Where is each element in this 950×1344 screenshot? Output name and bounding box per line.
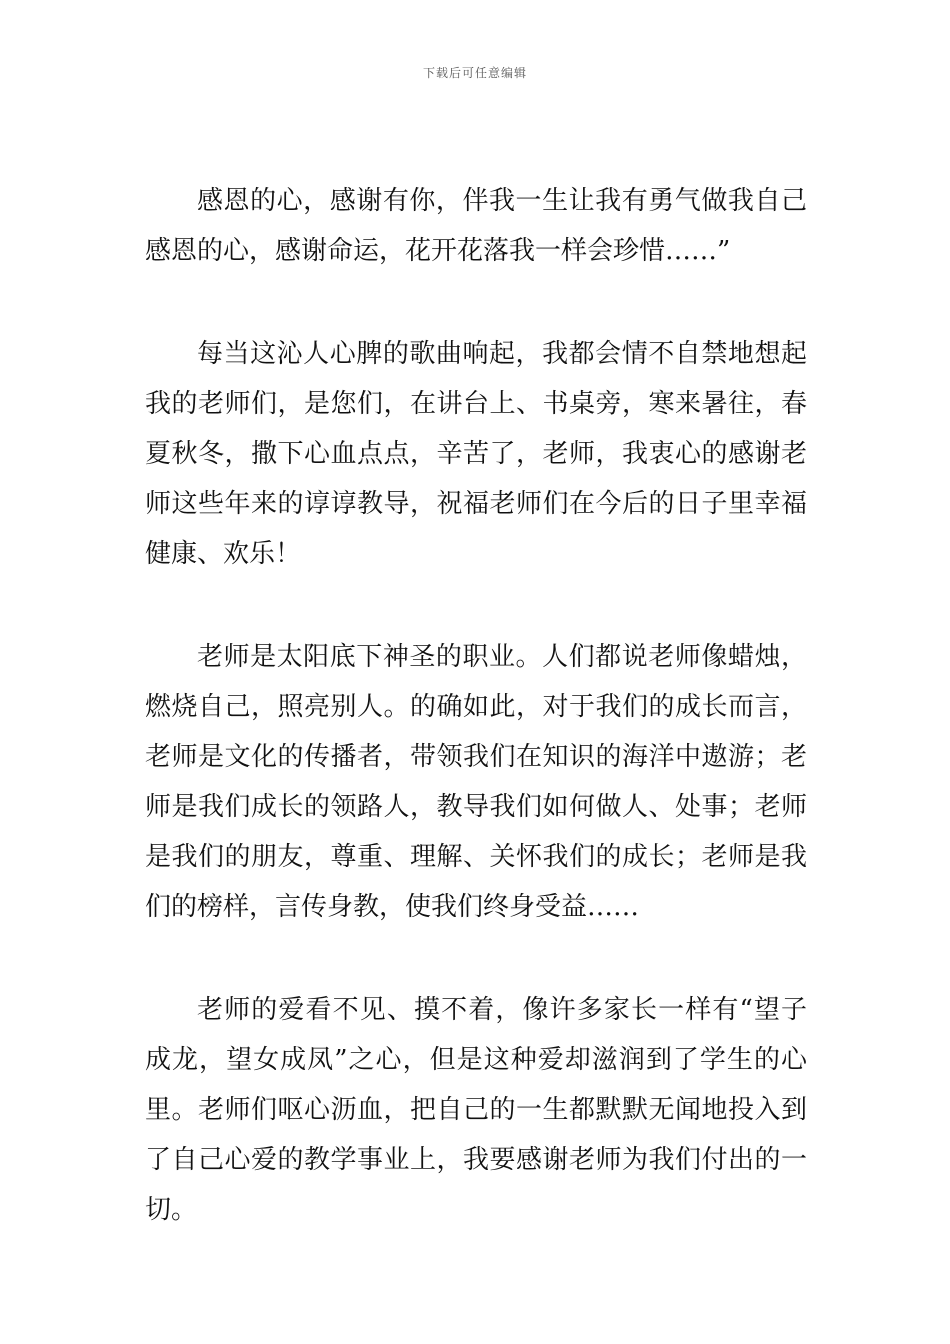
paragraph-4: 老师的爱看不见、摸不着，像许多家长一样有“望子成龙，望女成凤”之心，但是这种爱却滋润到了学生的心里。老师们呕心沥血，把自己的一生都默默无闻地投入到了自己心爱的教学事业上，我要感谢老师为我们付出的一切。 (145, 995, 807, 1225)
page-header: 下载后可任意编辑 (422, 66, 527, 80)
document-body (145, 176, 807, 1288)
paragraph-3: 老师是太阳底下神圣的职业。人们都说老师像蜡烛，燃烧自己，照亮别人。的确如此，对于我们的成长而言，老师是文化的传播者，带领我们在知识的海洋中遨游；老师是我们成长的领路人，教导我们如何做人、处事；老师是我们的朋友，尊重、理解、关怀我们的成长；老师是我们的榜样，言传身教，使我们终身受益…… (145, 642, 807, 922)
paragraph-2: 每当这沁人心脾的歌曲响起，我都会情不自禁地想起我的老师们，是您们，在讲台上、书桌旁，寒来暑往，春夏秋冬，撒下心血点点，辛苦了，老师，我衷心的感谢老师这些年来的谆谆教导，祝福老师们在今后的日子里幸福健康、欢乐！ (145, 339, 807, 569)
paragraph-1: 感恩的心，感谢有你，伴我一生让我有勇气做我自己感恩的心，感谢命运，花开花落我一样会珍惜……” (145, 186, 807, 266)
